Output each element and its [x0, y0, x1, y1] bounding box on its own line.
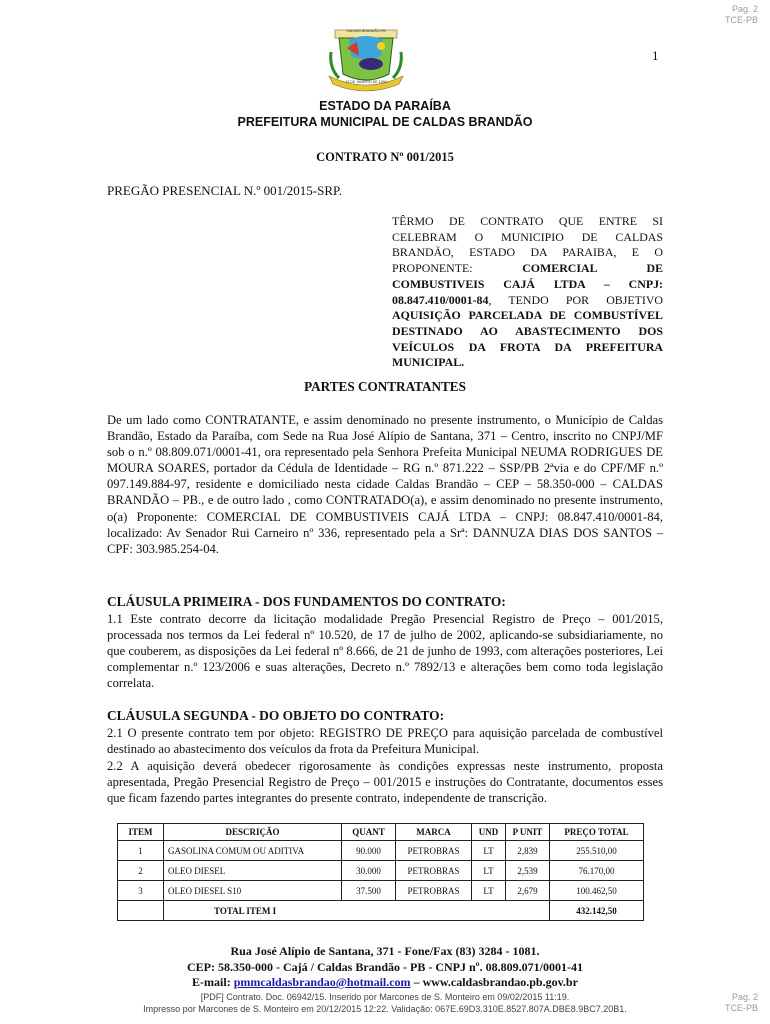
cell-quant: 90.000 [342, 841, 396, 861]
cell-marca: PETROBRAS [396, 881, 472, 901]
table-header-row [118, 824, 644, 841]
cell-und: LT [472, 881, 506, 901]
col-marca: MARCA [396, 824, 472, 841]
col-punit: P UNIT [506, 824, 550, 841]
footer-email-label: E-mail: [192, 975, 234, 989]
contract-title: CONTRATO Nº 001/2015 [316, 150, 454, 164]
pregao-ref: PREGÃO PRESENCIAL N.º 001/2015-SRP. [107, 183, 343, 198]
summary-part1: TÊRMO DE CONTRATO QUE ENTRE SI CELEBRAM O MUNICIPIO DE CALDAS BRANDÃO, ESTADO DA PARAIBA, E O PROPONENTE: [392, 214, 663, 276]
table-row [118, 881, 644, 901]
seal-top-text: CALDAS BRANDÃO-PB [346, 29, 386, 33]
col-preco-total: PREÇO TOTAL [550, 824, 644, 841]
cell-quant: 30.000 [342, 861, 396, 881]
col-und: UND [472, 824, 506, 841]
cell-descricao: OLEO DIESEL S10 [164, 881, 342, 901]
corner-page-label-bottom [725, 992, 758, 1014]
page-number: 1 [652, 48, 659, 63]
corner-tce: TCE-PB [724, 15, 758, 25]
corner-page-label [725, 4, 758, 26]
cell-preco-total: 76.170,00 [550, 861, 644, 881]
footer-cep: CEP: 58.350-000 - Cajá / Caldas Brandão - PB - CNPJ nº. 08.809.071/0001-41 [187, 960, 583, 974]
summary-objective: AQUISIÇÃO PARCELADA DE COMBUSTÍVEL DESTINADO AO ABASTECIMENTO DOS VEÍCULOS DA FROTA DA PREFEITURA MUNICIPAL. [392, 308, 663, 370]
partes-body: De um lado como CONTRATANTE, e assim denominado no presente instrumento, o Município de Caldas Brandão, Estado da Paraíba, com Sede na Rua José Alípio de Santana, 371 – Centro, inscrito no CNPJ/MF sob o n.º 08.809.071/0001-41, ora representado pela Senhora Prefeita Municipal NEUMA RODRIGUES DE MOURA SOARES, portador da Cédula de Identidade – RG n.º 871.222 – SSP/PB 2ªvia e do CPF/MF n.º 097.149.884-97, residente e domiciliado nesta cidade Caldas Brandão – CEP – 58.350-000 – CALDAS BRANDÃO – PB., e de outro lado , como CONTRATADO(a), e assim denominado no presente instrumento, o(a) Proponente: COMERCIAL DE COMBUSTIVEIS CAJÁ LTDA – CNPJ: 08.847.410/0001-84, localizado: Av Senador Rui Carneiro nº 336, representado pela a Srª: DANNUZA DIAS DOS SANTOS – CPF: 303.985.254-04. [107, 413, 663, 556]
cell-preco-total: 255.510,00 [550, 841, 644, 861]
summary-part3: , TENDO POR OBJETIVO [488, 292, 663, 307]
col-descricao: DESCRIÇÃO [164, 824, 342, 841]
footer-site: – www.caldasbrandao.pb.gov.br [410, 975, 578, 989]
col-quant: QUANT [342, 824, 396, 841]
cell-marca: PETROBRAS [396, 861, 472, 881]
cell-punit: 2,539 [506, 861, 550, 881]
clausula2-p2: 2.2 A aquisição deverá obedecer rigorosamente às condições expressas neste instrumento, proposta apresentada, Pregão Presencial Registro de Preço – 001/2015 e instruções do Contratante, documentos esses que ficam fazendo partes integrantes do presente contrato, independente de transcrição. [107, 759, 663, 806]
clausula2-p1: 2.1 O presente contrato tem por objeto: REGISTRO DE PREÇO para aquisição parcelada de combustível destinado ao abastecimento dos veículos da frota da Prefeitura Municipal. [107, 726, 663, 757]
cell-und: LT [472, 861, 506, 881]
cell-quant: 37.500 [342, 881, 396, 901]
summary-contractor: COMERCIAL DE COMBUSTIVEIS CAJÁ LTDA – CNPJ: 08.847.410/0001-84 [392, 261, 663, 307]
table-row [118, 841, 644, 861]
corner-tce-bottom: TCE-PB [724, 1003, 758, 1013]
stamp-inserted: [PDF] Contrato. Doc. 06942/15. Inserido por Marcones de S. Monteiro em 09/02/2015 11:19. [200, 992, 570, 1002]
cell-item: 2 [118, 861, 164, 881]
header-prefeitura: PREFEITURA MUNICIPAL DE CALDAS BRANDÃO [237, 115, 533, 129]
cell-descricao: OLEO DIESEL [164, 861, 342, 881]
footer-address: Rua José Alípio de Santana, 371 - Fone/Fax (83) 3284 - 1081. [230, 944, 540, 958]
cell-item: 3 [118, 881, 164, 901]
items-table [117, 823, 644, 921]
clausula2-title: CLÁUSULA SEGUNDA - DO OBJETO DO CONTRATO: [107, 708, 445, 723]
col-item: ITEM [118, 824, 164, 841]
header-state: ESTADO DA PARAÍBA [319, 99, 451, 113]
contract-summary [392, 214, 663, 371]
cell-blank [118, 901, 164, 921]
cell-punit: 2,839 [506, 841, 550, 861]
cell-preco-total: 100.462,50 [550, 881, 644, 901]
seal-band-text: 15 DE JANEIRO DE 1994 [345, 80, 387, 84]
total-label: TOTAL ITEM I [164, 901, 550, 921]
cell-item: 1 [118, 841, 164, 861]
clausula1-body: 1.1 Este contrato decorre da licitação modalidade Pregão Presencial Registro de Preço – 001/2015, processada nos termos da Lei federal nº 10.520, de 17 de julho de 2002, aplicando-se subsidiariamente, no que couberem, as disposições da Lei federal nº 8.666, de 21 de junho de 1993, com alterações posteriores, Lei complementar n.º 123/2006 e suas alterações, Decreto n.º 7892/13 e alterações bem como toda legislação correlata. [107, 612, 663, 691]
table-row [118, 861, 644, 881]
stamp-printed: Impresso por Marcones de S. Monteiro em 20/12/2015 12:22. Validação: 067E.69D3.310E.8527.807A.DBE8.9BC7.20B1. [143, 1004, 627, 1014]
clausula1-title: CLÁUSULA PRIMEIRA - DOS FUNDAMENTOS DO CONTRATO: [107, 594, 506, 609]
cell-punit: 2,679 [506, 881, 550, 901]
cell-und: LT [472, 841, 506, 861]
cell-descricao: GASOLINA COMUM OU ADITIVA [164, 841, 342, 861]
table-total-row [118, 901, 644, 921]
total-value: 432.142,50 [550, 901, 644, 921]
footer-email-link[interactable]: pmmcaldasbrandao@hotmail.com [233, 975, 411, 989]
corner-page-bottom: Pag. 2 [731, 992, 758, 1002]
municipal-seal [327, 22, 405, 94]
cell-marca: PETROBRAS [396, 841, 472, 861]
corner-page: Pag. 2 [731, 4, 758, 14]
footer-contact [0, 975, 770, 990]
partes-title: PARTES CONTRATANTES [304, 379, 466, 394]
